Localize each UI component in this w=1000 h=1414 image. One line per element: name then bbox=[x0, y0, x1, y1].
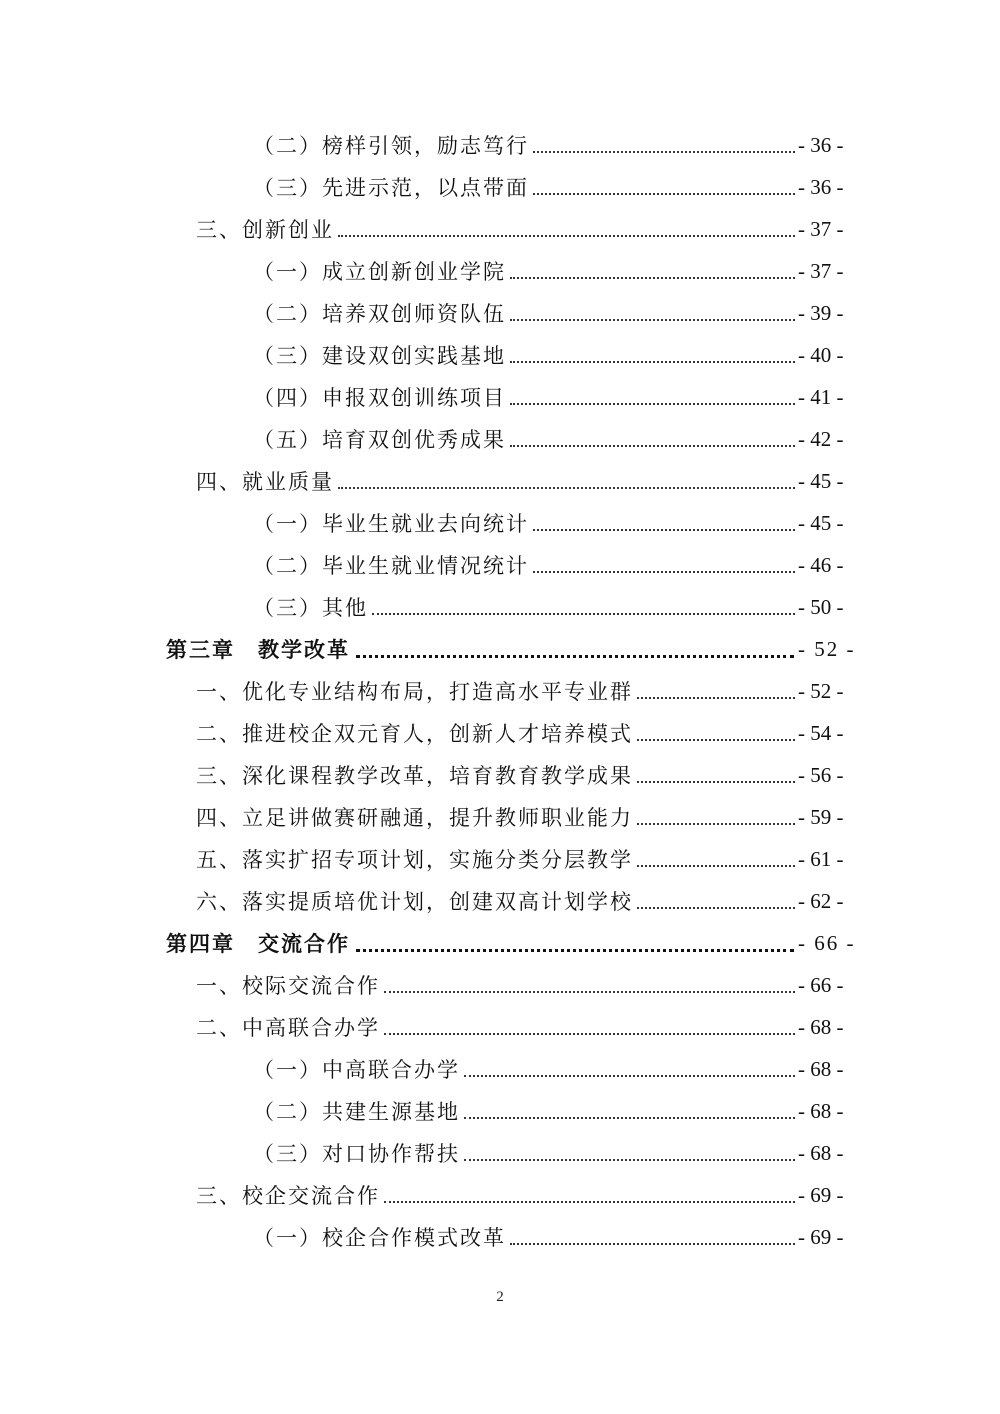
toc-entry-page: - 40 - bbox=[798, 342, 844, 367]
toc-entry-page: - 56 - bbox=[798, 762, 844, 787]
toc-entry-title: （三）先进示范，以点带面 bbox=[253, 176, 529, 200]
dot-leader bbox=[533, 571, 795, 573]
toc-entry-title: 四、就业质量 bbox=[196, 470, 334, 494]
toc-entry-title: （一）中高联合办学 bbox=[253, 1058, 460, 1082]
dot-leader bbox=[464, 1159, 795, 1161]
dot-leader bbox=[533, 151, 795, 153]
toc-entry[interactable] bbox=[0, 208, 1000, 250]
dot-leader bbox=[510, 445, 795, 447]
toc-entry-page: - 68 - bbox=[798, 1014, 844, 1039]
toc-entry-page: - 69 - bbox=[798, 1224, 844, 1249]
toc-entry-title: 二、推进校企双元育人，创新人才培养模式 bbox=[196, 722, 633, 746]
toc-entry-page: - 42 - bbox=[798, 426, 844, 451]
toc-entry-title: 一、优化专业结构布局，打造高水平专业群 bbox=[196, 680, 633, 704]
toc-entry-page: - 61 - bbox=[798, 846, 844, 871]
toc-entry-title: 三、创新创业 bbox=[196, 218, 334, 242]
toc-entry[interactable] bbox=[0, 166, 1000, 208]
toc-entry[interactable] bbox=[0, 250, 1000, 292]
dot-leader bbox=[338, 235, 795, 237]
toc-entry-page: - 52 - bbox=[798, 636, 856, 661]
toc-entry-title: （五）培育双创优秀成果 bbox=[253, 428, 506, 452]
toc-entry-title: （二）培养双创师资队伍 bbox=[253, 302, 506, 326]
toc-entry[interactable] bbox=[0, 544, 1000, 586]
dot-leader bbox=[356, 655, 794, 658]
toc-entry-title: （三）其他 bbox=[253, 596, 368, 620]
toc-entry[interactable] bbox=[0, 1132, 1000, 1174]
toc-entry-title: （一）校企合作模式改革 bbox=[253, 1226, 506, 1250]
toc-entry-page: - 36 - bbox=[798, 174, 844, 199]
dot-leader bbox=[533, 193, 795, 195]
toc-entry-title: 三、深化课程教学改革，培育教育教学成果 bbox=[196, 764, 633, 788]
dot-leader bbox=[510, 361, 795, 363]
toc-entry-title: 三、校企交流合作 bbox=[196, 1184, 380, 1208]
toc-entry-page: - 36 - bbox=[798, 132, 844, 157]
toc-entry-page: - 46 - bbox=[798, 552, 844, 577]
toc-chapter-title: 第四章 交流合作 bbox=[166, 931, 350, 956]
toc-entry-title: （二）共建生源基地 bbox=[253, 1100, 460, 1124]
toc-entry[interactable] bbox=[0, 586, 1000, 628]
toc-entry-title: （一）成立创新创业学院 bbox=[253, 260, 506, 284]
dot-leader bbox=[384, 1033, 795, 1035]
toc-entry-title: （三）建设双创实践基地 bbox=[253, 344, 506, 368]
toc-entry[interactable] bbox=[0, 292, 1000, 334]
dot-leader bbox=[637, 865, 795, 867]
dot-leader bbox=[637, 823, 795, 825]
toc-entry[interactable] bbox=[0, 502, 1000, 544]
dot-leader bbox=[510, 277, 795, 279]
dot-leader bbox=[464, 1075, 795, 1077]
page-number: 2 bbox=[496, 1289, 504, 1305]
toc-entry[interactable] bbox=[0, 418, 1000, 460]
dot-leader bbox=[637, 907, 795, 909]
toc-entry-page: - 54 - bbox=[798, 720, 844, 745]
toc-entry[interactable] bbox=[0, 124, 1000, 166]
dot-leader bbox=[637, 739, 795, 741]
toc-entry-page: - 41 - bbox=[798, 384, 844, 409]
toc-entry[interactable] bbox=[0, 1090, 1000, 1132]
table-of-contents bbox=[0, 124, 1000, 1258]
toc-entry-page: - 68 - bbox=[798, 1056, 844, 1081]
toc-entry-page: - 37 - bbox=[798, 216, 844, 241]
toc-entry-page: - 52 - bbox=[798, 678, 844, 703]
toc-entry[interactable] bbox=[0, 754, 1000, 796]
dot-leader bbox=[464, 1117, 795, 1119]
toc-chapter-entry[interactable] bbox=[0, 922, 1000, 964]
dot-leader bbox=[533, 529, 795, 531]
toc-entry[interactable] bbox=[0, 460, 1000, 502]
toc-entry-title: （三）对口协作帮扶 bbox=[253, 1142, 460, 1166]
toc-entry[interactable] bbox=[0, 796, 1000, 838]
toc-entry-title: 一、校际交流合作 bbox=[196, 974, 380, 998]
toc-chapter-title: 第三章 教学改革 bbox=[166, 637, 350, 662]
toc-entry-title: （一）毕业生就业去向统计 bbox=[253, 512, 529, 536]
toc-entry-page: - 50 - bbox=[798, 594, 844, 619]
toc-entry-title: 六、落实提质培优计划，创建双高计划学校 bbox=[196, 890, 633, 914]
toc-entry-page: - 66 - bbox=[798, 930, 856, 955]
toc-entry[interactable] bbox=[0, 964, 1000, 1006]
dot-leader bbox=[510, 1243, 795, 1245]
toc-entry-page: - 69 - bbox=[798, 1182, 844, 1207]
toc-entry[interactable] bbox=[0, 838, 1000, 880]
dot-leader bbox=[356, 949, 794, 952]
dot-leader bbox=[384, 991, 795, 993]
toc-chapter-entry[interactable] bbox=[0, 628, 1000, 670]
toc-entry-page: - 45 - bbox=[798, 510, 844, 535]
toc-entry[interactable] bbox=[0, 1048, 1000, 1090]
toc-entry[interactable] bbox=[0, 334, 1000, 376]
toc-entry-title: （二）毕业生就业情况统计 bbox=[253, 554, 529, 578]
toc-entry-page: - 39 - bbox=[798, 300, 844, 325]
toc-entry-title: 四、立足讲做赛研融通，提升教师职业能力 bbox=[196, 806, 633, 830]
dot-leader bbox=[637, 697, 795, 699]
toc-entry-page: - 62 - bbox=[798, 888, 844, 913]
toc-entry-page: - 37 - bbox=[798, 258, 844, 283]
toc-entry-page: - 68 - bbox=[798, 1098, 844, 1123]
toc-entry-title: 二、中高联合办学 bbox=[196, 1016, 380, 1040]
toc-entry[interactable] bbox=[0, 1174, 1000, 1216]
toc-entry-title: （二）榜样引领，励志笃行 bbox=[253, 134, 529, 158]
dot-leader bbox=[372, 613, 795, 615]
toc-entry[interactable] bbox=[0, 880, 1000, 922]
dot-leader bbox=[510, 403, 795, 405]
toc-entry-page: - 66 - bbox=[798, 972, 844, 997]
toc-entry[interactable] bbox=[0, 670, 1000, 712]
toc-entry[interactable] bbox=[0, 1216, 1000, 1258]
toc-entry-page: - 59 - bbox=[798, 804, 844, 829]
toc-entry[interactable] bbox=[0, 376, 1000, 418]
dot-leader bbox=[384, 1201, 795, 1203]
dot-leader bbox=[637, 781, 795, 783]
toc-entry[interactable] bbox=[0, 1006, 1000, 1048]
toc-entry-title: （四）申报双创训练项目 bbox=[253, 386, 506, 410]
toc-entry-page: - 45 - bbox=[798, 468, 844, 493]
toc-entry[interactable] bbox=[0, 712, 1000, 754]
toc-entry-page: - 68 - bbox=[798, 1140, 844, 1165]
dot-leader bbox=[338, 487, 795, 489]
toc-entry-title: 五、落实扩招专项计划，实施分类分层教学 bbox=[196, 848, 633, 872]
dot-leader bbox=[510, 319, 795, 321]
